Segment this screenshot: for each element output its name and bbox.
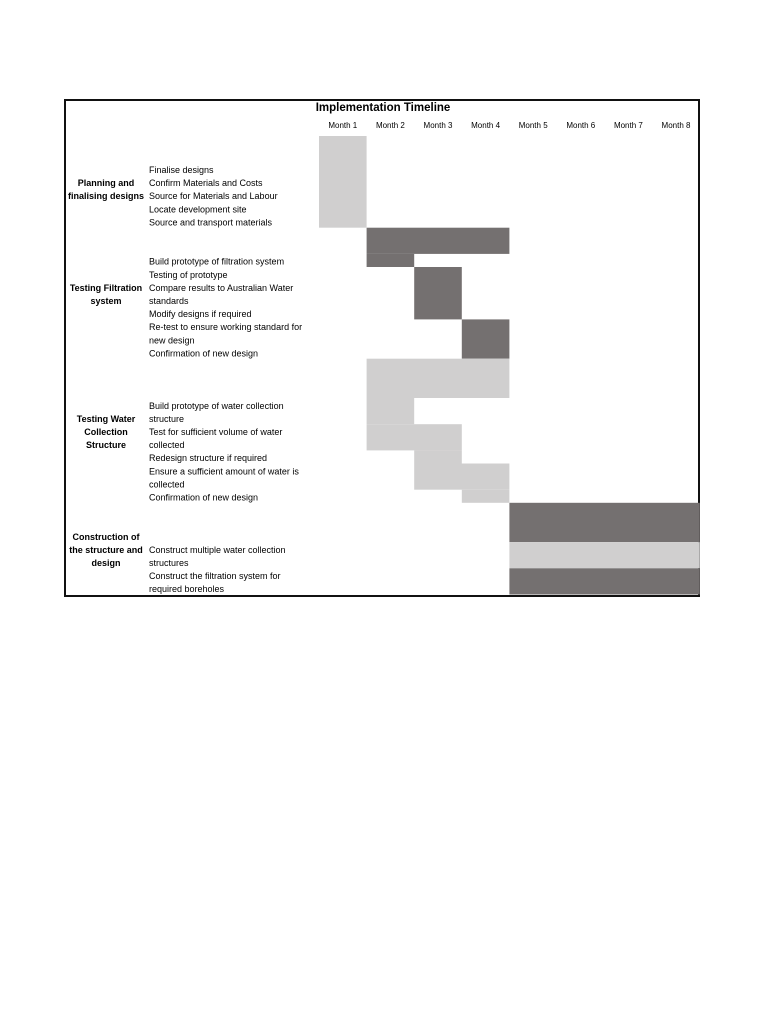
task-label: Re-test to ensure working standard for (149, 322, 303, 333)
task-label: Construct the filtration system for (149, 571, 281, 582)
phase-label: finalising designs (67, 191, 145, 202)
gantt-bar (462, 490, 510, 503)
task-label: collected (149, 479, 185, 490)
task-label: Confirmation of new design (149, 348, 259, 359)
gantt-bar (462, 319, 510, 358)
month-header: Month 1 (328, 121, 358, 130)
task-label: structure (149, 413, 185, 424)
month-header: Month 6 (566, 121, 596, 130)
gantt-bar (509, 542, 699, 568)
task-label: Testing of prototype (149, 269, 228, 280)
phase-label: Planning and (77, 178, 135, 189)
chart-title: Implementation Timeline (315, 102, 451, 114)
task-label: Confirm Materials and Costs (149, 178, 263, 189)
month-header: Month 7 (613, 121, 643, 130)
phase-label: Structure (85, 440, 127, 451)
task-label: Locate development site (149, 204, 247, 215)
phase-label: system (90, 296, 122, 306)
task-label: Source for Materials and Labour (149, 191, 278, 202)
task-label: standards (149, 296, 189, 306)
task-label: new design (149, 335, 195, 346)
task-label: Modify designs if required (149, 309, 252, 320)
gantt-bar (509, 503, 699, 542)
month-header: Month 8 (661, 121, 691, 130)
phase-label: Collection (84, 427, 128, 437)
month-header: Month 2 (375, 121, 405, 130)
gantt-bar (414, 464, 509, 490)
task-label: Confirmation of new design (149, 492, 259, 503)
gantt-bar (367, 359, 510, 398)
task-label: required boreholes (149, 584, 225, 595)
phase-label: Testing Water (76, 413, 136, 424)
gantt-bar (367, 398, 415, 424)
month-header: Month 4 (471, 121, 501, 130)
task-label: Finalise designs (149, 165, 214, 175)
phase-label: Construction of (72, 531, 140, 542)
task-label: Test for sufficient volume of water (149, 427, 283, 437)
gantt-bar (414, 450, 462, 463)
gantt-bar (367, 228, 510, 254)
gantt-bar (367, 424, 462, 450)
phase-label: Testing Filtration (69, 282, 143, 293)
month-header: Month 5 (518, 121, 548, 130)
task-label: Build prototype of filtration system (149, 256, 285, 267)
task-label: collected (149, 440, 185, 451)
phase-label: the structure and (69, 544, 143, 555)
task-label: Redesign structure if required (149, 453, 268, 464)
month-header: Month 3 (423, 121, 453, 130)
gantt-bar (319, 136, 367, 228)
task-label: Source and transport materials (149, 217, 273, 228)
gantt-bar (509, 568, 699, 594)
gantt-bar (414, 267, 462, 319)
task-label: Build prototype of water collection (149, 400, 284, 411)
task-label: structures (149, 558, 189, 568)
task-label: Construct multiple water collection (149, 544, 286, 555)
gantt-bar (367, 254, 415, 267)
task-label: Compare results to Australian Water (149, 282, 294, 293)
phase-label: design (91, 558, 121, 568)
task-label: Ensure a sufficient amount of water is (149, 466, 299, 477)
